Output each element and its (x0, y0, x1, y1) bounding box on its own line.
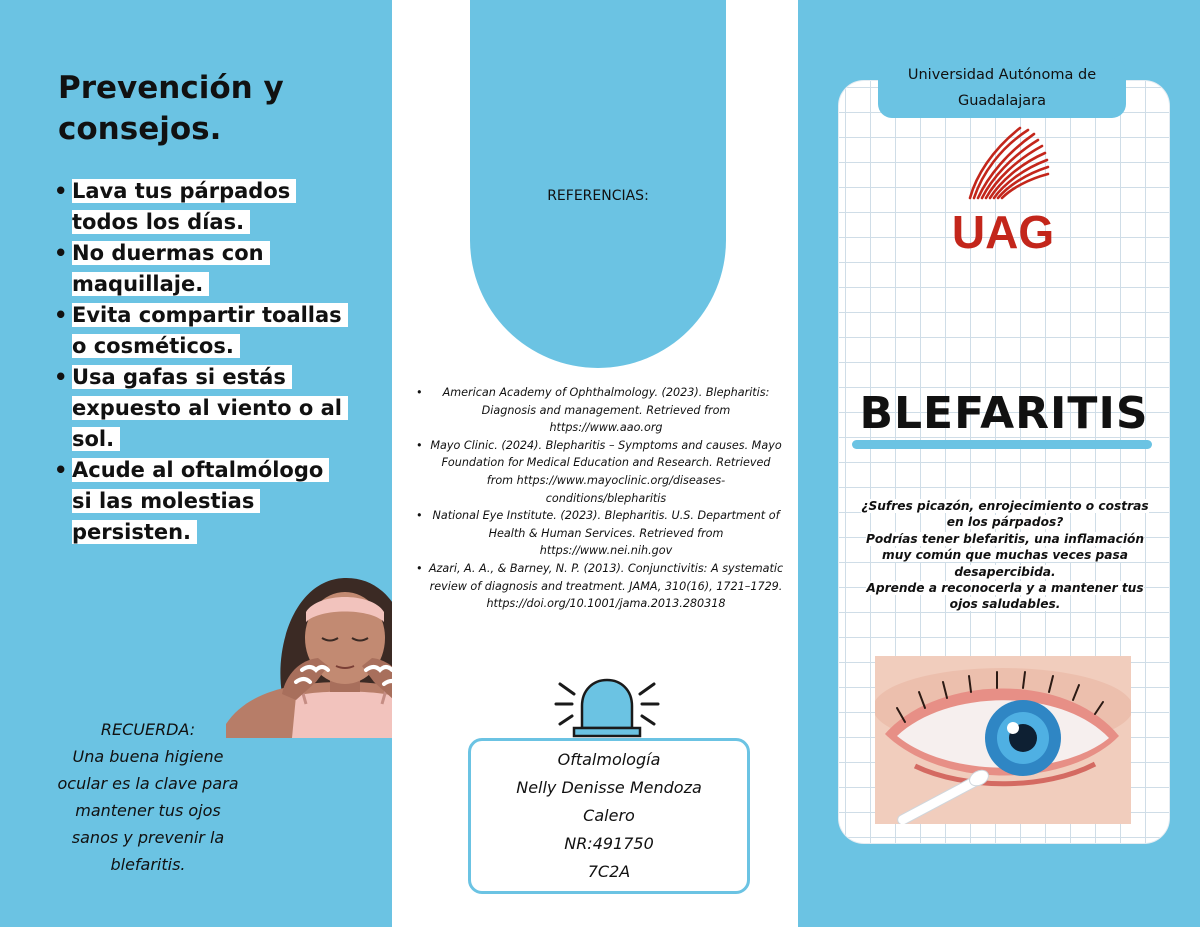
reminder (30, 716, 266, 878)
reminder-line: mantener tus ojos (75, 801, 221, 820)
author-group: 7C2A (587, 862, 631, 881)
reminder-label: RECUERDA: (100, 720, 196, 739)
intro-line: desapercibida. (954, 564, 1056, 579)
university-name (878, 62, 1126, 114)
alarm-light-icon (552, 672, 662, 738)
tips-list (46, 176, 346, 548)
tip-item (46, 176, 346, 238)
middle-arch-shape (470, 0, 726, 368)
tip-text: Evita compartir toallas o cosméticos. (72, 303, 348, 358)
tip-text: Acude al oftalmólogo si las molestias persisten. (72, 458, 329, 544)
left-title (58, 68, 284, 150)
author-record: NR:491750 (564, 834, 654, 853)
tip-item (46, 300, 346, 362)
tip-item (46, 362, 346, 455)
reference-item: • Mayo Clinic. (2024). Blepharitis – Symptoms and causes. Mayo Foundation for Medical Education and Research. Retrieved from https://www.mayoclinic.org/diseases-conditions/blepharitis (412, 437, 784, 507)
uag-logo (948, 126, 1058, 254)
author-name-line: Calero (583, 806, 635, 825)
references-list (412, 384, 784, 613)
tip-text: Usa gafas si estás expuesto al viento o al sol. (72, 365, 348, 451)
main-title: BLEFARITIS (859, 388, 1149, 439)
reference-item: • American Academy of Ophthalmology. (2023). Blepharitis: Diagnosis and management. Retrieved from https://www.aao.org (412, 384, 784, 437)
references-title: REFERENCIAS: (547, 188, 649, 204)
intro-line: muy común que muchas veces pasa (882, 548, 1128, 563)
left-title-line-2: consejos. (58, 111, 222, 147)
author-department: Oftalmología (557, 750, 661, 769)
eye-illustration-graphic (875, 656, 1131, 824)
university-name-line: Universidad Autónoma de (907, 67, 1097, 83)
intro-line: Aprende a reconocerla y a mantener tus (866, 581, 1144, 596)
author-name-line: Nelly Denisse Mendoza (516, 778, 702, 797)
reminder-line: ocular es la clave para (57, 774, 239, 793)
reminder-line: sanos y prevenir la (71, 828, 225, 847)
intro-line: en los párpados? (946, 515, 1064, 530)
left-title-line-1: Prevención y (58, 70, 284, 106)
eye-illustration (875, 656, 1131, 824)
reminder-line: Una buena higiene (72, 747, 224, 766)
intro-text (848, 498, 1162, 613)
intro-line: ojos saludables. (949, 597, 1061, 612)
intro-line: ¿Sufres picazón, enrojecimiento o costras (861, 499, 1149, 513)
tip-text: No duermas con maquillaje. (72, 241, 270, 296)
reference-item: • Azari, A. A., & Barney, N. P. (2013). Conjunctivitis: A systematic review of diagnosis and treatment. JAMA, 310(16), 1721–1729. https://doi.org/10.1001/jama.2013.280318 (412, 560, 784, 613)
author-info (468, 746, 750, 886)
tip-item (46, 455, 346, 548)
intro-line: Podrías tener blefaritis, una inflamación (865, 531, 1145, 546)
reminder-line: blefaritis. (110, 855, 186, 874)
university-name-line: Guadalajara (957, 93, 1047, 109)
title-underline (852, 440, 1152, 449)
tip-text: Lava tus párpados todos los días. (72, 179, 296, 234)
uag-logo-text: UAG (951, 206, 1055, 254)
reference-item: • National Eye Institute. (2023). Blepharitis. U.S. Department of Health & Human Services. Retrieved from https://www.nei.nih.gov (412, 507, 784, 560)
tip-item (46, 238, 346, 300)
